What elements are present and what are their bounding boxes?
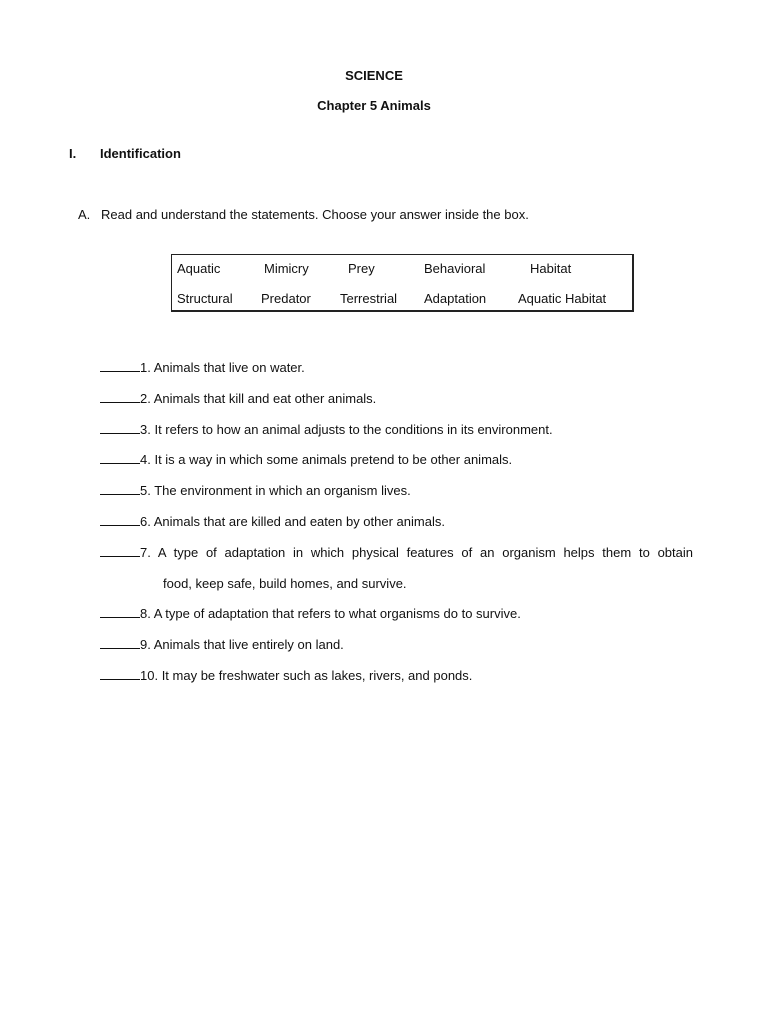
question-number: 9. [140,637,151,652]
question-item-7-continuation: food, keep safe, build homes, and survive. [163,576,407,591]
question-number: 1. [140,360,151,375]
word-bank-word: Mimicry [264,261,309,276]
question-number: 10. [140,668,159,683]
question-item-5 [100,483,411,498]
question-item-2 [100,391,376,406]
question-item-10 [100,668,472,683]
question-text: A type of adaptation that refers to what organisms do to survive. [150,606,521,621]
answer-blank[interactable] [100,669,140,680]
question-text: Animals that live entirely on land. [150,637,344,652]
question-text: It refers to how an animal adjusts to the conditions in its environment. [150,422,553,437]
question-text: A type of adaptation in which physical features of an organism helps them to obtain [150,545,693,560]
instruction-text: Read and understand the statements. Choose your answer inside the box. [101,207,529,222]
question-text: Animals that are killed and eaten by other animals. [150,514,445,529]
question-number: 5. [140,483,151,498]
question-item-7 [100,545,693,560]
answer-blank[interactable] [100,361,140,372]
answer-blank[interactable] [100,484,140,495]
question-item-4 [100,452,512,467]
word-bank-word: Structural [177,291,233,306]
answer-blank[interactable] [100,607,140,618]
question-number: 3. [140,422,151,437]
answer-blank[interactable] [100,546,140,557]
question-item-6 [100,514,445,529]
question-text: It is a way in which some animals pretend to be other animals. [150,452,513,467]
question-item-3 [100,422,553,437]
answer-blank[interactable] [100,453,140,464]
word-bank-word: Aquatic Habitat [518,291,607,306]
word-bank-word: Adaptation [424,291,487,306]
question-item-8 [100,606,521,621]
word-bank-box [171,254,634,312]
question-number: 2. [140,391,151,406]
question-number: 6. [140,514,151,529]
answer-blank[interactable] [100,515,140,526]
word-bank-word: Predator [261,291,311,306]
question-number: 7. [140,545,151,560]
question-text: Animals that kill and eat other animals. [150,391,377,406]
answer-blank[interactable] [100,392,140,403]
word-bank-word: Aquatic [177,261,221,276]
question-text: The environment in which an organism lives. [150,483,411,498]
word-bank-word: Prey [348,261,375,276]
question-item-1 [100,360,305,375]
word-bank-word: Terrestrial [340,291,398,306]
word-bank-word: Behavioral [424,261,486,276]
document-title: SCIENCE [345,68,403,83]
question-number: 4. [140,452,151,467]
word-bank-word: Habitat [530,261,572,276]
chapter-title: Chapter 5 Animals [317,98,431,113]
question-text: Animals that live on water. [150,360,305,375]
section-title: Identification [100,146,181,161]
answer-blank[interactable] [100,423,140,434]
answer-blank[interactable] [100,638,140,649]
question-item-9 [100,637,344,652]
instruction-letter: A. [78,207,91,222]
question-number: 8. [140,606,151,621]
section-number: I. [69,146,77,161]
question-text: It may be freshwater such as lakes, rivers, and ponds. [158,668,473,683]
